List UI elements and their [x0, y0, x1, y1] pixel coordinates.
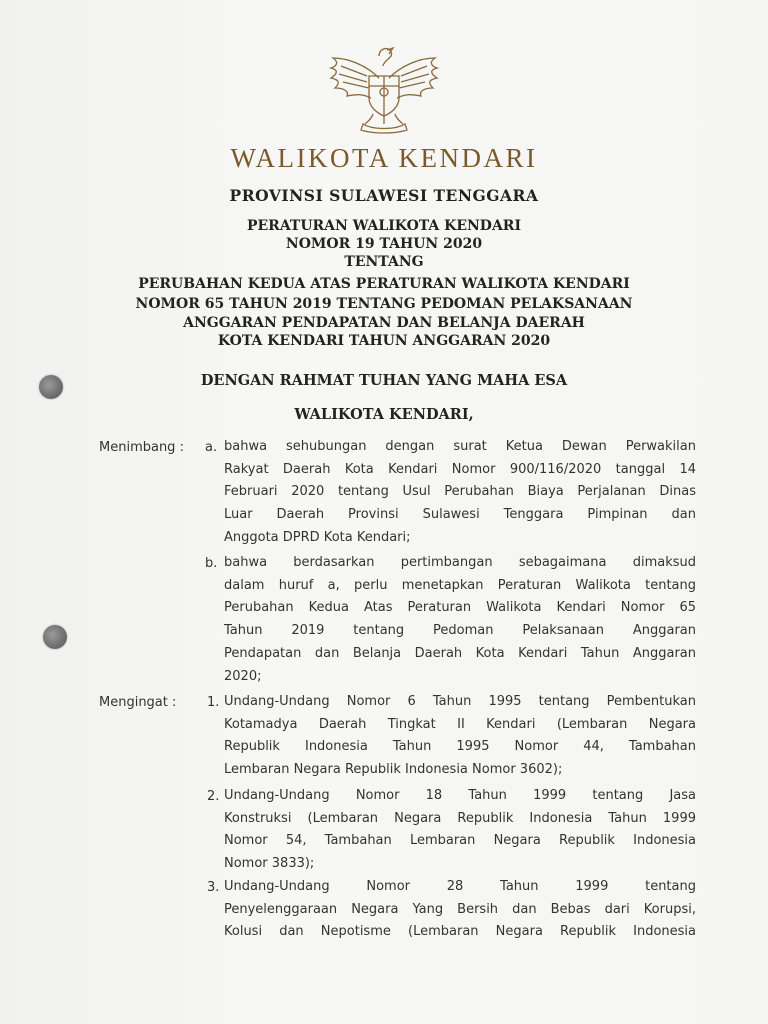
section-label-menimbang: Menimbang :: [99, 440, 184, 455]
text-line: Penyelenggaraan Negara Yang Bersih dan Bebas dari Korupsi,: [224, 901, 696, 917]
item-marker: b.: [205, 556, 218, 571]
text-line: Kotamadya Daerah Tingkat II Kendari (Lembaran Negara: [224, 716, 696, 732]
punch-hole-bottom: [43, 625, 67, 649]
province-heading: PROVINSI SULAWESI TENGGARA: [229, 186, 539, 205]
text-line: Februari 2020 tentang Usul Perubahan Biaya Perjalanan Dinas: [224, 484, 696, 500]
text-line: Tahun 2019 tentang Pedoman Pelaksanaan Anggaran: [224, 623, 696, 639]
regulation-subject-line: PERUBAHAN KEDUA ATAS PERATURAN WALIKOTA KENDARI: [138, 276, 630, 292]
item-marker: a.: [205, 440, 218, 455]
text-line: 2020;: [224, 668, 262, 684]
text-line: dalam huruf a, perlu menetapkan Peraturan Walikota tentang: [224, 577, 696, 593]
mengingat-item-1: [224, 691, 696, 782]
text-line: Perubahan Kedua Atas Peraturan Walikota Kendari Nomor 65: [224, 600, 696, 616]
preamble-walikota: WALIKOTA KENDARI,: [294, 406, 474, 423]
regulation-type: PERATURAN WALIKOTA KENDARI: [246, 218, 521, 234]
text-line: Undang-Undang Nomor 18 Tahun 1999 tentang Jasa: [224, 788, 696, 803]
text-line: Rakyat Daerah Kota Kendari Nomor 900/116/2020 tanggal 14: [224, 461, 696, 477]
text-line: Pendapatan dan Belanja Daerah Kota Kendari Tahun Anggaran: [224, 645, 696, 661]
regulation-tentang: TENTANG: [344, 254, 424, 270]
text-line: bahwa berdasarkan pertimbangan sebagaimana dimaksud: [224, 555, 696, 570]
text-line: Kolusi dan Nepotisme (Lembaran Negara Republik Indonesia: [224, 924, 696, 940]
regulation-subject-line: KOTA KENDARI TAHUN ANGGARAN 2020: [217, 333, 551, 349]
text-line: Luar Daerah Provinsi Sulawesi Tenggara Pimpinan dan: [224, 507, 696, 523]
text-line: Nomor 3833);: [224, 856, 315, 872]
document-title: WALIKOTA KENDARI: [230, 143, 538, 173]
menimbang-item-a: [224, 436, 696, 550]
regulation-subject-line: NOMOR 65 TAHUN 2019 TENTANG PEDOMAN PELAKSANAAN: [135, 296, 633, 312]
regulation-number: NOMOR 19 TAHUN 2020: [285, 236, 483, 252]
item-marker: 1.: [207, 695, 220, 710]
mengingat-item-2: [224, 785, 696, 876]
text-line: Nomor 54, Tambahan Lembaran Negara Republik Indonesia: [224, 833, 696, 849]
item-marker: 2.: [207, 789, 220, 804]
section-label-mengingat: Mengingat :: [99, 695, 177, 710]
text-line: Republik Indonesia Tahun 1995 Nomor 44, Tambahan: [224, 739, 696, 755]
mengingat-item-3: [224, 876, 696, 944]
text-line: bahwa sehubungan dengan surat Ketua Dewan Perwakilan: [224, 439, 696, 454]
preamble-rahmat: DENGAN RAHMAT TUHAN YANG MAHA ESA: [200, 372, 568, 389]
text-line: Undang-Undang Nomor 6 Tahun 1995 tentang Pembentukan: [224, 694, 696, 709]
text-line: Konstruksi (Lembaran Negara Republik Indonesia Tahun 1999: [224, 810, 696, 826]
item-marker: 3.: [207, 880, 220, 895]
text-line: Undang-Undang Nomor 28 Tahun 1999 tentang: [224, 879, 696, 894]
garuda-emblem-icon: [327, 36, 441, 134]
text-line: Lembaran Negara Republik Indonesia Nomor 3602);: [224, 762, 563, 778]
menimbang-item-b: [224, 552, 696, 688]
text-line: Anggota DPRD Kota Kendari;: [224, 529, 411, 545]
regulation-subject-line: ANGGARAN PENDAPATAN DAN BELANJA DAERAH: [183, 315, 585, 331]
